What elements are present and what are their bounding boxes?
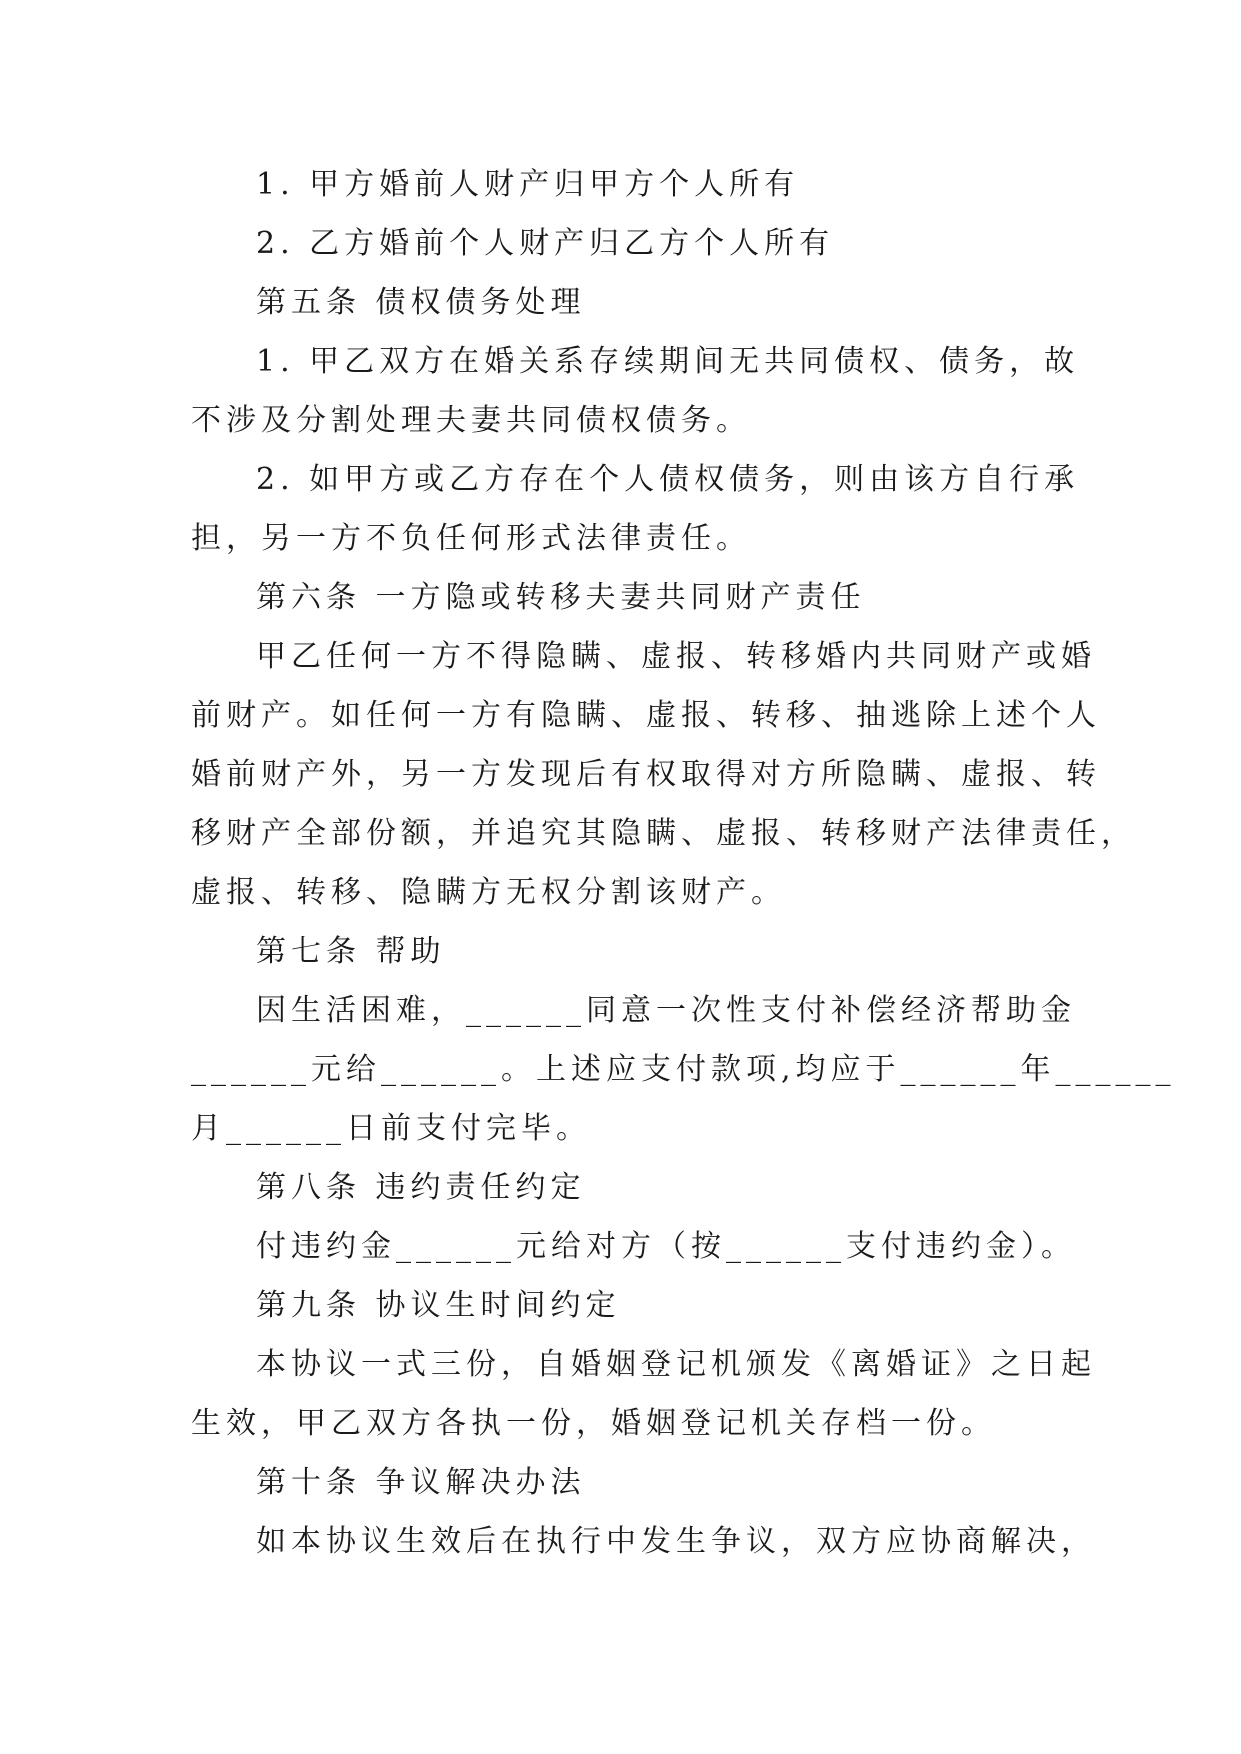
clause-5-item-1-line-1: 1. 甲乙双方在婚关系存续期间无共同债权、债务，故: [256, 344, 1080, 379]
clause-7-heading: 第七条 帮助: [256, 934, 446, 969]
clause-9-line-1: 本协议一式三份，自婚姻登记机颁发《离婚证》之日起: [256, 1347, 1096, 1382]
clause-8-heading: 第八条 违约责任约定: [256, 1170, 586, 1205]
clause-9-line-2: 生效，甲乙双方各执一份，婚姻登记机关存档一份。: [191, 1406, 996, 1441]
clause-9-heading: 第九条 协议生时间约定: [256, 1288, 621, 1323]
clause-4-item-1: 1. 甲方婚前人财产归甲方个人所有: [256, 167, 800, 202]
clause-7-line-1: 因生活困难，______同意一次性支付补偿经济帮助金: [256, 993, 1076, 1028]
clause-6-line-4: 移财产全部份额，并追究其隐瞒、虚报、转移财产法律责任，: [191, 816, 1136, 851]
clause-10-heading: 第十条 争议解决办法: [256, 1465, 586, 1500]
clause-5-item-2-line-2: 担，另一方不负任何形式法律责任。: [191, 521, 751, 556]
clause-6-line-5: 虚报、转移、隐瞒方无权分割该财产。: [191, 875, 786, 910]
clause-5-item-1-line-2: 不涉及分割处理夫妻共同债权债务。: [191, 403, 751, 438]
clause-8-line-1: 付违约金______元给对方（按______支付违约金）。: [256, 1229, 1076, 1264]
clause-6-line-2: 前财产。如任何一方有隐瞒、虚报、转移、抽逃除上述个人: [191, 698, 1101, 733]
clause-6-line-3: 婚前财产外，另一方发现后有权取得对方所隐瞒、虚报、转: [191, 757, 1101, 792]
clause-6-line-1: 甲乙任何一方不得隐瞒、虚报、转移婚内共同财产或婚: [256, 639, 1096, 674]
clause-5-item-2-line-1: 2. 如甲方或乙方存在个人债权债务，则由该方自行承: [256, 462, 1080, 497]
clause-5-heading: 第五条 债权债务处理: [256, 285, 586, 320]
clause-4-item-2: 2. 乙方婚前个人财产归乙方个人所有: [256, 226, 835, 261]
clause-7-line-2: ______元给______。上述应支付款项,均应于______年______: [191, 1052, 1176, 1087]
clause-10-line-1: 如本协议生效后在执行中发生争议，双方应协商解决，: [256, 1524, 1096, 1559]
clause-7-line-3: 月______日前支付完毕。: [191, 1111, 591, 1146]
clause-6-heading: 第六条 一方隐或转移夫妻共同财产责任: [256, 580, 866, 615]
